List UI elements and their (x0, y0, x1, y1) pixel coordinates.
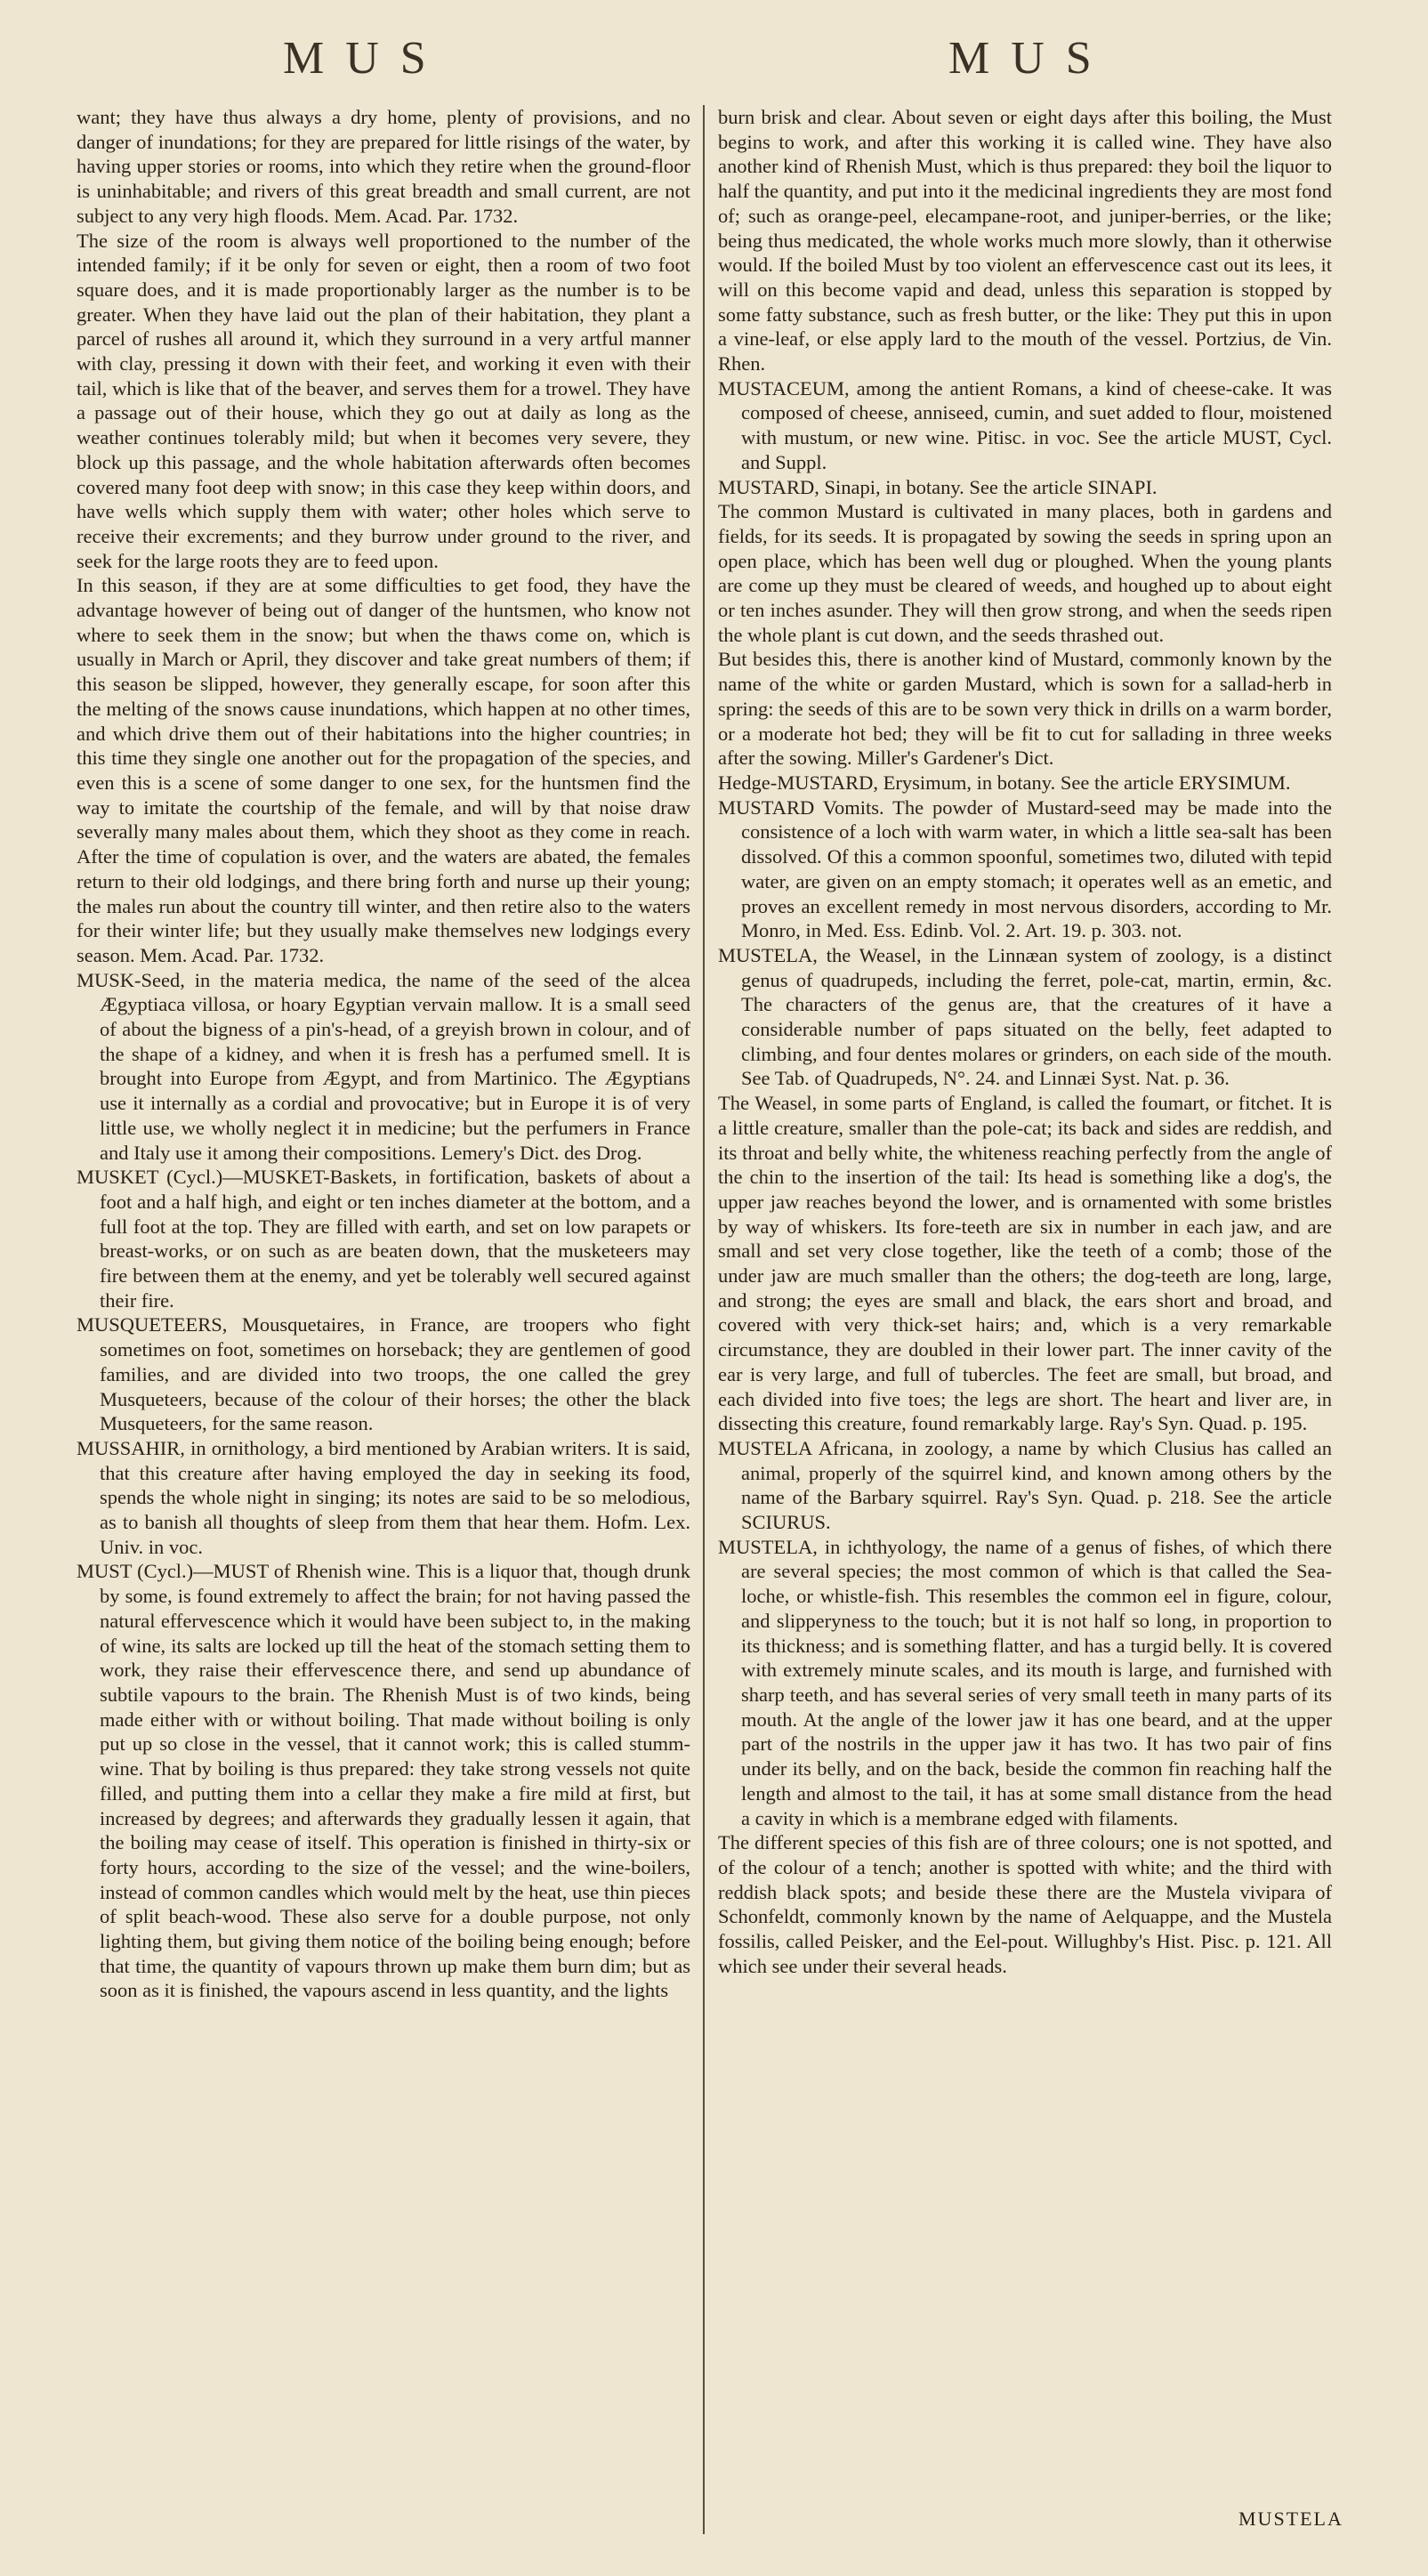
entry-mustela-africana: MUSTELA Africana, in zoology, a name by which Clusius has called an animal, properly of the squirrel kind, and known among others by the name of the Barbary squirrel. Ray's Syn. Quad. p. 218. See the article SCIURUS. (718, 1436, 1332, 1534)
entry-must: MUST (Cycl.)—MUST of Rhenish wine. This is a liquor that, though drunk by some, is found extremely to affect the brain; for not having passed the natural effervescence which it would have been subject to, in the making of wine, its salts are locked up till the heat of the stomach setting them to work, they raise their effervescence there, and send up abundance of subtile vapours to the brain. The Rhenish Must is of two kinds, being made either with or without boiling. That made without boiling is only put up so close in the vessel, that it cannot work; this is called stumm-wine. That by boiling is thus prepared: they take strong vessels not quite filled, and putting them into a cellar they make a fire mild at first, but increased by degrees; and afterwards they gradually lessen it again, that the boiling may cease of itself. This operation is finished in thirty-six or forty hours, according to the size of the vessel; and the wine-boilers, instead of common candles which would melt by the heat, use thin pieces of split beach-wood. These also serve for a double purpose, not only lighting them, but giving them notice of the boiling being enough; before that time, the quantity of vapours thrown up make them burn dim; but as soon as it is finished, the vapours ascend in less quantity, and the lights (77, 1560, 690, 2002)
paragraph: The different species of this fish are of three colours; one is not spotted, and of the colour of a tench; another is spotted with white; and the third with reddish black spots; and beside these there are the Mustela vivipara of Schonfeldt, commonly known by the name of Aelquappe, and the Mustela fossilis, called Peisker, and the Eel-pout. Willughby's Hist. Pisc. p. 121. All which see under their several heads. (718, 1831, 1332, 1977)
paragraph: But besides this, there is another kind of Mustard, commonly known by the name of the white or garden Mustard, which is sown for a sallad-herb in spring: the seeds of this are to be sown very thick in drills on a warm border, or a moderate hot bed; they will be fit to cut for sallading in three weeks after the sowing. Miller's Gardener's Dict. (718, 648, 1332, 770)
paragraph: burn brisk and clear. About seven or eight days after this boiling, the Must begins to work, and after this working it is called wine. They have also another kind of Rhenish Must, which is thus prepared: they boil the liquor to half the quantity, and put into it the medicinal ingredients they are most fond of; such as orange-peel, elecampane-root, and juniper-berries, or the like; being thus medicated, the whole works much more slowly, than it otherwise would. If the boiled Must by too violent an effervescence cast out its lees, it will on this become vapid and dead, unless this separation is stopped by some fatty substance, such as fresh butter, or the like: They put this in upon a vine-leaf, or else apply lard to the mouth of the vessel. Portzius, de Vin. Rhen. (718, 106, 1332, 375)
entry-mustela-weasel: MUSTELA, the Weasel, in the Linnæan system of zoology, is a distinct genus of quadrupeds, including the ferret, pole-cat, martin, ermin, &c. The characters of the genus are, that the creatures of it have a considerable number of paps situated on the belly, feet adapted to climbing, and four dentes molares or grinders, on each side of the mouth. See Tab. of Quadrupeds, N°. 24. and Linnæi Syst. Nat. p. 36. (718, 943, 1332, 1090)
paragraph: In this season, if they are at some difficulties to get food, they have the advantage however of being out of danger of the huntsmen, who know not where to seek them in the snow; but when the thaws come on, which is usually in March or April, they discover and take great numbers of them; if this season be slipped, however, they generally escape, for soon after this the melting of the snows cause inundations, which happen at no other times, and which drive them out of their habitations into the higher countries; in this time they single one another out for the propagation of the species, and even this is a scene of some danger to one sex, for the huntsmen find the way to imitate the courtship of the female, and will by that noise draw severally many males about them, which they shoot as they come in reach. After the time of copulation is over, and the waters are abated, the females return to their old lodgings, and there bring forth and nurse up their young; the males run about the country till winter, and then retire also to the waters for their winter life; but they usually make themselves new lodgings every season. Mem. Acad. Par. 1732. (77, 574, 690, 966)
right-column (718, 105, 1332, 1978)
paragraph: The Weasel, in some parts of England, is called the foumart, or fitchet. It is a little creature, smaller than the pole-cat; its back and sides are reddish, and its throat and belly white, the whiteness reaching perfectly from the angle of the chin to the insertion of the tail: Its head is something like a dog's, the upper jaw reaches beyond the lower, and is ornamented with some bristles by way of whiskers. Its fore-teeth are six in number in each jaw, and are small and set very close together, like the teeth of a comb; those of the under jaw are much smaller than the others; the dog-teeth are long, large, and strong; the eyes are small and black, the ears short and broad, and covered with very thick-set hairs; and, which is a very remarkable circumstance, they are doubled in their lower part. The inner cavity of the ear is very large, and full of tubercles. The feet are small, but broad, and each divided into five toes; the legs are short. The heart and liver are, in dissecting this creature, found remarkably large. Ray's Syn. Quad. p. 195. (718, 1092, 1332, 1435)
paragraph: want; they have thus always a dry home, plenty of provisions, and no danger of inundations; for they are prepared for little risings of the water, by having upper stories or rooms, into which they retire when the ground-floor is uninhabitable; and rivers of this great breadth and small current, are not subject to any very high floods. Mem. Acad. Par. 1732. (77, 106, 690, 227)
running-head-right: MUS (948, 33, 1113, 84)
entry-hedge-mustard: Hedge-MUSTARD, Erysimum, in botany. See the article ERYSIMUM. (718, 771, 1291, 794)
entry-mustaceum: MUSTACEUM, among the antient Romans, a kind of cheese-cake. It was composed of cheese, anniseed, cumin, and suet added to flour, moistened with mustum, or new wine. Pitisc. in voc. See the article MUST, Cycl. and Suppl. (718, 376, 1332, 473)
entry-mussahir: MUSSAHIR, in ornithology, a bird mentioned by Arabian writers. It is said, that this creature after having employed the day in seeking its food, spends the whole night in singing; its notes are said to be so melodious, as to banish all thoughts of sleep from them that hear them. Hofm. Lex. Univ. in voc. (77, 1436, 690, 1558)
left-column (77, 105, 690, 2003)
entry-musk-seed: MUSK-Seed, in the materia medica, the name of the seed of the alcea Ægyptiaca villosa, or hoary Egyptian vervain mallow. It is a small seed of about the bigness of a pin's-head, of a greyish brown in colour, and of the shape of a kidney, and when it is fresh has a perfumed smell. It is brought into Europe from Ægypt, and from Martinico. The Ægyptians use it internally as a cordial and provocative; but in Europe it is of very little use, we wholly neglect it in medicine; but the perfumers in France and Italy use it among their compositions. Lemery's Dict. des Drog. (77, 968, 690, 1164)
paragraph: The common Mustard is cultivated in many places, both in gardens and fields, for its seeds. It is propagated by sowing the seeds in spring upon an open place, which has been well dug or ploughed. When the young plants are come up they must be cleared of weeds, and houghed up to about eight or ten inches asunder. They will then grow strong, and when the seeds ripen the whole plant is cut down, and the seeds thrashed out. (718, 500, 1332, 646)
catchword: MUSTELA (1238, 2507, 1343, 2530)
entry-musket: MUSKET (Cycl.)—MUSKET-Baskets, in fortification, baskets of about a foot and a half high, and eight or ten inches diameter at the bottom, and a full foot at the top. They are filled with earth, and set on low parapets or breast-works, or on such as are beaten down, that the musketeers may fire between them at the enemy, and yet be tolerably well secured against their fire. (77, 1166, 690, 1312)
entry-mustard: MUSTARD, Sinapi, in botany. See the article SINAPI. (718, 475, 1158, 498)
entry-mustard-vomits: MUSTARD Vomits. The powder of Mustard-seed may be made into the consistence of a loch with warm water, in which a little sea-salt has been dissolved. Of this a common spoonful, sometimes two, diluted with tepid water, are given on an empty stomach; it operates well as an emetic, and proves an excellent remedy in most nervous disorders, according to Mr. Monro, in Med. Ess. Edinb. Vol. 2. Art. 19. p. 303. not. (718, 795, 1332, 942)
running-head-left: MUS (283, 33, 448, 84)
entry-mustela-fish: MUSTELA, in ichthyology, the name of a genus of fishes, of which there are several species; the most common of which is that called the Sea-loche, or whistle-fish. This resembles the common eel in figure, colour, and slipperyness to the touch; but it is not half so long, in proportion to its thickness; and is something flatter, and has a turgid belly. It is covered with extremely minute scales, and its mouth is large, and furnished with sharp teeth, and has several series of very small teeth in many parts of its mouth. At the angle of the lower jaw it has one beard, and at the upper part of the nostrils in the upper jaw it has two. It has two pair of fins under its belly, and on the back, beside the common fin reaching half the length and almost to the tail, it has at some small distance from the head a cavity in which is a membrane edged with filaments. (718, 1535, 1332, 1829)
paragraph: The size of the room is always well proportioned to the number of the intended family; if it be only for seven or eight, then a room of two foot square does, and it is made proportionably larger as the number is to be greater. When they have laid out the plan of their habitation, they plant a parcel of rushes all around it, which they surround in a very artful manner with clay, pressing it down with their feet, and working it even with their tail, which is like that of the beaver, and serves them for a trowel. They have a passage out of their house, which they go out at daily as long as the weather continues tolerably mild; but when it becomes very severe, they block up this passage, and the whole habitation afterwards often becomes covered many foot deep with snow; in this case they keep within doors, and have wells which supply them with water; other holes which serve to receive their excrements; and they burrow under ground to the river, and seek for the large roots they are to feed upon. (77, 229, 690, 572)
entry-musqueteers: MUSQUETEERS, Mousquetaires, in France, are troopers who fight sometimes on foot, sometimes on horseback; they are gentlemen of good families, and are divided into two troops, the one called the grey Musqueteers, because of the colour of their horses; the other the black Musqueteers, for the same reason. (77, 1313, 690, 1435)
column-rule (703, 105, 705, 2534)
